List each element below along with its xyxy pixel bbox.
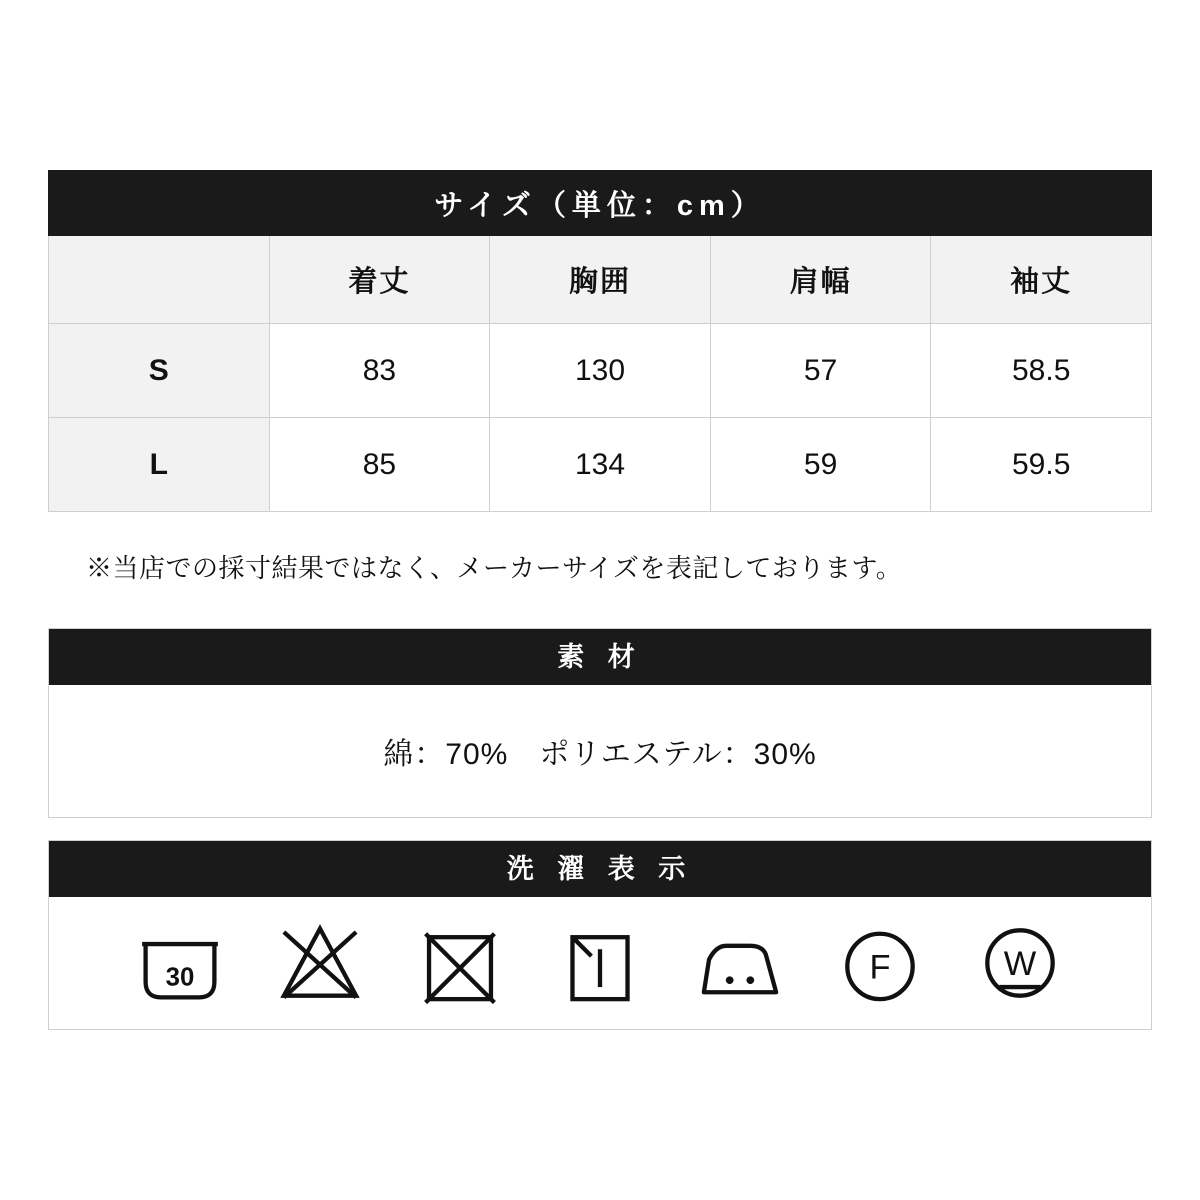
size-table-col-2: 胸囲 (490, 236, 711, 324)
size-table (48, 170, 1152, 512)
washing-temp-label: 30 (165, 963, 195, 992)
material-text: 綿：70% ポリエステル：30% (383, 738, 817, 771)
size-l-sleeve: 59.5 (931, 418, 1152, 512)
wet-clean-letter: W (1003, 945, 1037, 984)
size-table-title: サイズ（単位：cm） (49, 171, 1152, 236)
no-tumble-dry-icon (417, 920, 503, 1006)
no-bleach-icon (277, 920, 363, 1006)
size-table-col-1: 着丈 (269, 236, 490, 324)
size-table-block (48, 170, 1152, 512)
table-row (49, 418, 1152, 512)
care-title: 洗 濯 表 示 (49, 841, 1151, 897)
size-table-col-0 (49, 236, 270, 324)
size-table-note: ※当店での採寸結果ではなく、メーカーサイズを表記しております。 (86, 553, 903, 583)
table-row (49, 324, 1152, 418)
size-s-length: 83 (269, 324, 490, 418)
drip-dry-in-shade-icon (557, 920, 643, 1006)
material-panel (48, 628, 1152, 818)
material-title: 素 材 (49, 629, 1151, 685)
size-s-shoulder: 57 (710, 324, 931, 418)
dry-clean-letter: F (869, 948, 891, 987)
care-panel (48, 840, 1152, 1030)
size-s-sleeve: 58.5 (931, 324, 1152, 418)
size-l-shoulder: 59 (710, 418, 931, 512)
size-l-bust: 134 (490, 418, 711, 512)
wet-clean-w-icon (977, 920, 1063, 1006)
washing-machine-30-icon (137, 920, 223, 1006)
dry-clean-f-icon (837, 920, 923, 1006)
size-s-bust: 130 (490, 324, 711, 418)
size-row-label-s: S (49, 324, 270, 418)
size-row-label-l: L (49, 418, 270, 512)
size-table-col-3: 肩幅 (710, 236, 931, 324)
size-l-length: 85 (269, 418, 490, 512)
size-table-col-4: 袖丈 (931, 236, 1152, 324)
care-icon-row (49, 897, 1151, 1029)
iron-low-icon (697, 920, 783, 1006)
